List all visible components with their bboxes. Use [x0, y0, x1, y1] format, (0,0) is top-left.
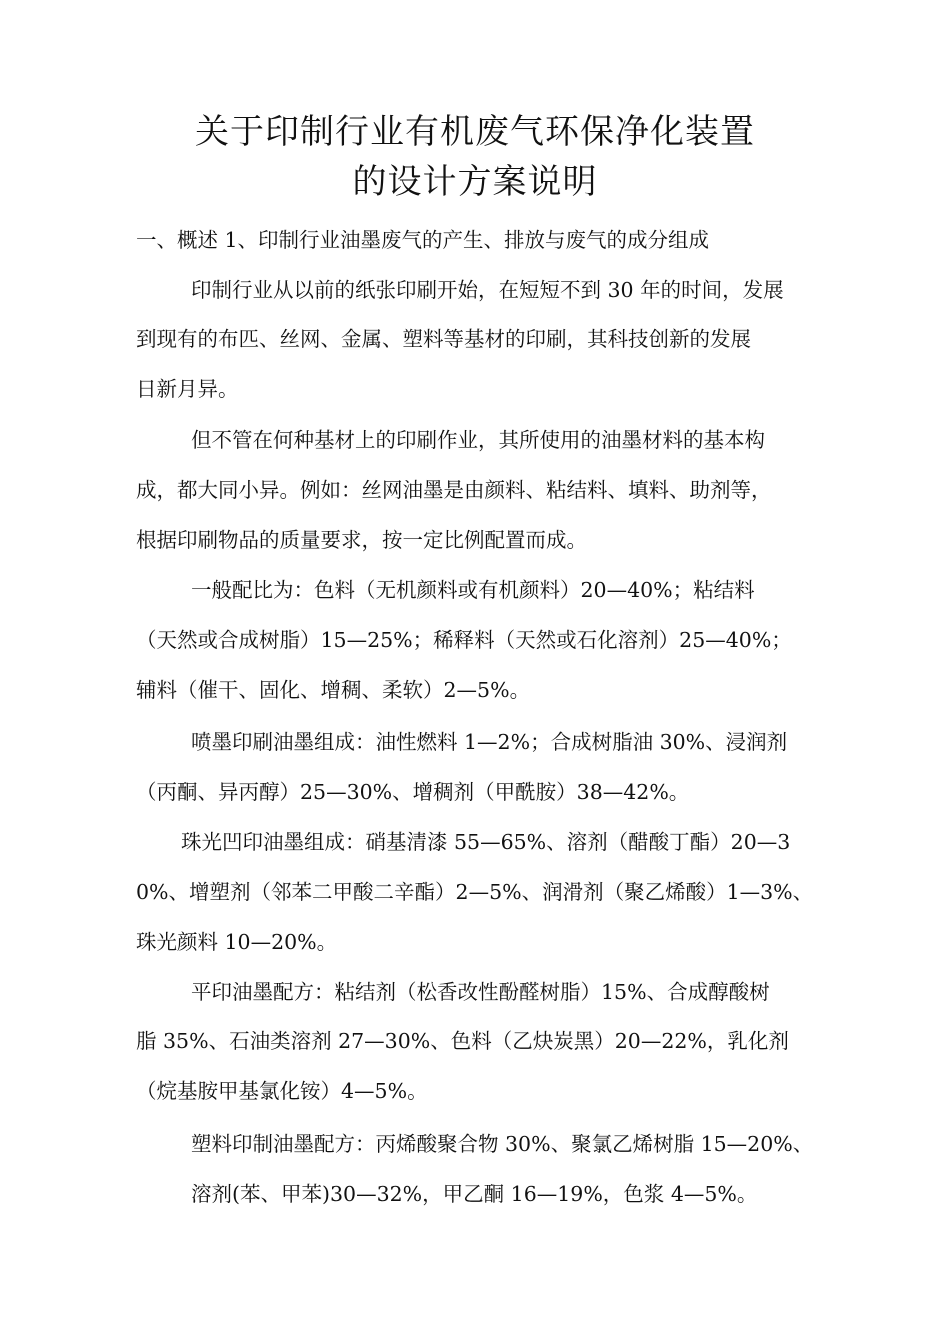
body-text-line: （烷基胺甲基氯化铵）4—5%。 [136, 1079, 428, 1103]
body-text-line: （天然或合成树脂）15—25%；稀释料（天然或石化溶剂）25—40%； [136, 628, 792, 652]
body-text-line: 0%、增塑剂（邻苯二甲酸二辛酯）2—5%、润滑剂（聚乙烯酸）1—3%、 [136, 880, 814, 904]
body-text-line: 成，都大同小异。例如：丝网油墨是由颜料、粘结料、填料、助剂等， [136, 478, 772, 502]
document-title-line-1: 关于印制行业有机废气环保净化装置 [195, 112, 755, 152]
body-text-line: 珠光颜料 10—20%。 [136, 930, 338, 954]
body-text-line: 一般配比为：色料（无机颜料或有机颜料）20—40%；粘结料 [191, 578, 755, 602]
body-text-line: 溶剂(苯、甲苯)30—32%，甲乙酮 16—19%，色浆 4—5%。 [191, 1182, 758, 1206]
body-text-line: 但不管在何种基材上的印刷作业，其所使用的油墨材料的基本构 [191, 428, 765, 452]
body-text-line: 到现有的布匹、丝网、金属、塑料等基材的印刷，其科技创新的发展 [136, 327, 751, 351]
body-text-line: （丙酮、异丙醇）25—30%、增稠剂（甲酰胺）38—42%。 [136, 780, 690, 804]
body-text-line: 根据印刷物品的质量要求，按一定比例配置而成。 [136, 528, 587, 552]
body-text-line: 珠光凹印油墨组成：硝基清漆 55—65%、溶剂（醋酸丁酯）20—3 [181, 830, 791, 854]
body-text-line: 喷墨印刷油墨组成：油性燃料 1—2%；合成树脂油 30%、浸润剂 [191, 730, 788, 754]
body-text-line: 印制行业从以前的纸张印刷开始，在短短不到 30 年的时间，发展 [191, 278, 784, 302]
body-text-line: 平印油墨配方：粘结剂（松香改性酚醛树脂）15%、合成醇酸树 [191, 980, 770, 1004]
body-text-line: 日新月异。 [136, 377, 239, 401]
body-text-line: 辅料（催干、固化、增稠、柔软）2—5%。 [136, 678, 531, 702]
body-text-line: 塑料印制油墨配方：丙烯酸聚合物 30%、聚氯乙烯树脂 15—20%、 [191, 1132, 814, 1156]
document-title-line-2: 的设计方案说明 [352, 162, 598, 202]
section-heading: 一、概述 1、印制行业油墨废气的产生、排放与废气的成分组成 [136, 228, 710, 252]
body-text-line: 脂 35%、石油类溶剂 27—30%、色料（乙炔炭黑）20—22%，乳化剂 [136, 1029, 789, 1053]
